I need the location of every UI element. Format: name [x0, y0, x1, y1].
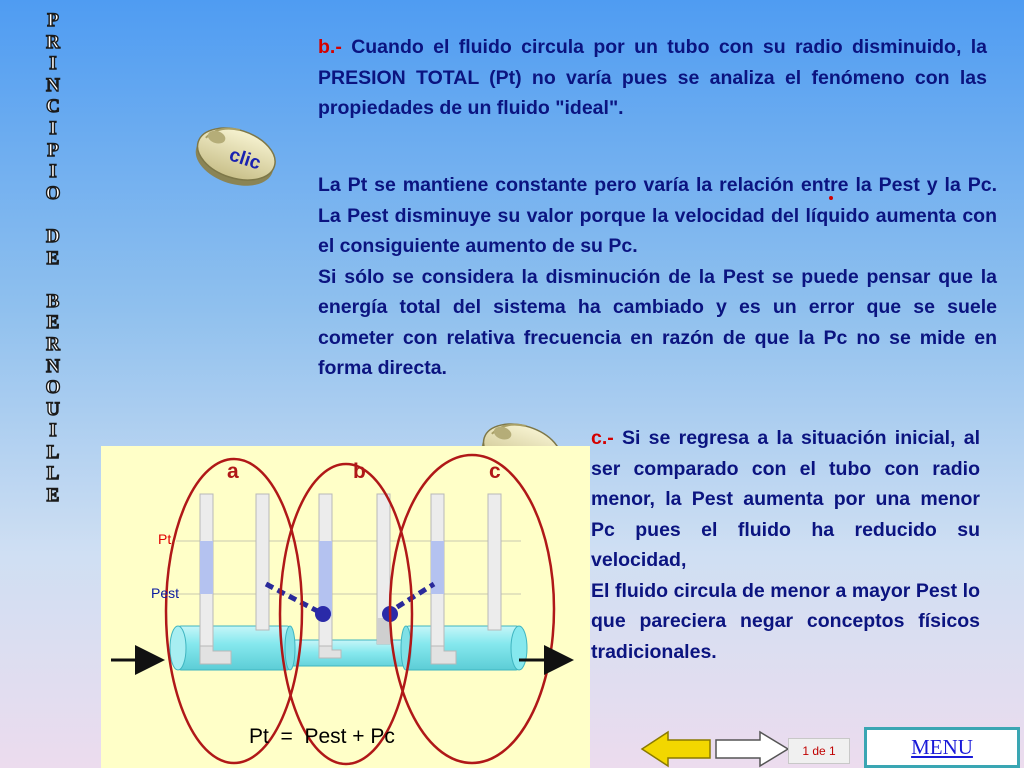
forward-arrow-button[interactable]: [714, 730, 790, 768]
equation: Pt = Pest + Pc: [249, 725, 395, 748]
title-letter: I: [49, 117, 57, 139]
pt-label: Pt: [158, 531, 172, 547]
bernoulli-diagram: [101, 446, 590, 768]
right-arrow-icon: [716, 732, 788, 766]
title-letter: R: [46, 31, 60, 53]
title-letter: I: [49, 161, 57, 183]
back-arrow-button[interactable]: [640, 730, 712, 768]
title-letter: U: [46, 398, 60, 420]
section-c-paragraph: [591, 423, 980, 667]
clic-mouse-button-1[interactable]: [190, 118, 282, 197]
title-letter: I: [49, 420, 57, 442]
diagram-svg: [101, 446, 590, 768]
title-letter: E: [46, 485, 60, 507]
title-letter: O: [45, 377, 61, 399]
section-b-para2: La Pt se mantiene constante pero varía la relación entre la Pest y la Pc. La Pest disminuye su valor porque la velocidad del líquido aumenta con el consiguiente aumento de su Pc.: [318, 174, 997, 257]
title-letter: O: [45, 182, 61, 204]
section-b-para3: Si sólo se considera la disminución de la Pest se puede pensar que la energía total del sistema ha cambiado y es un error que se suele cometer con relativa frecuencia en razón de que la Pc no se mide en forma directa.: [318, 265, 997, 379]
section-c-text: Si se regresa a la situación inicial, al ser comparado con el tubo con radio menor, la Pest aumenta por una menor Pc pues el fluido ha reducido su velocidad,: [591, 427, 980, 571]
section-label-b: b: [353, 460, 366, 483]
title-letter: L: [46, 463, 60, 485]
section-label-c: c: [489, 460, 501, 483]
section-b-paragraph: [318, 32, 987, 124]
left-arrow-icon: [642, 732, 710, 766]
vertical-title: [38, 10, 68, 507]
title-letter: R: [46, 333, 60, 355]
section-b-text: Cuando el fluido circula por un tubo con su radio disminuido, la PRESION TOTAL (Pt) no varía pues se analiza el fenómeno con las propiedades de un fluido "ideal".: [318, 36, 987, 119]
title-letter: E: [46, 312, 60, 334]
title-letter: L: [46, 441, 60, 463]
title-letter: E: [46, 247, 60, 269]
title-letter: B: [46, 290, 60, 312]
title-letter: D: [46, 225, 60, 247]
title-letter: C: [46, 96, 60, 118]
section-b-explanation: [318, 170, 997, 384]
section-b-marker: b.-: [318, 36, 342, 58]
dashed-pressure-lines: [266, 584, 434, 622]
section-label-a: a: [227, 460, 239, 483]
title-letter: I: [49, 53, 57, 75]
title-letter: P: [47, 139, 59, 161]
clic-label: clic: [226, 144, 264, 175]
menu-label: MENU: [911, 735, 973, 759]
mouse-icon: [190, 118, 282, 192]
page-indicator: 1 de 1: [788, 738, 850, 764]
title-letter: N: [46, 74, 60, 96]
section-c-para2: El fluido circula de menor a mayor Pest lo que pareciera negar conceptos físicos tradicionales.: [591, 579, 980, 663]
title-letter: N: [46, 355, 60, 377]
title-letter: P: [47, 10, 59, 31]
red-dot: [829, 196, 833, 200]
pest-label: Pest: [151, 585, 180, 601]
section-c-marker: c.-: [591, 427, 614, 449]
menu-button[interactable]: [864, 727, 1020, 768]
